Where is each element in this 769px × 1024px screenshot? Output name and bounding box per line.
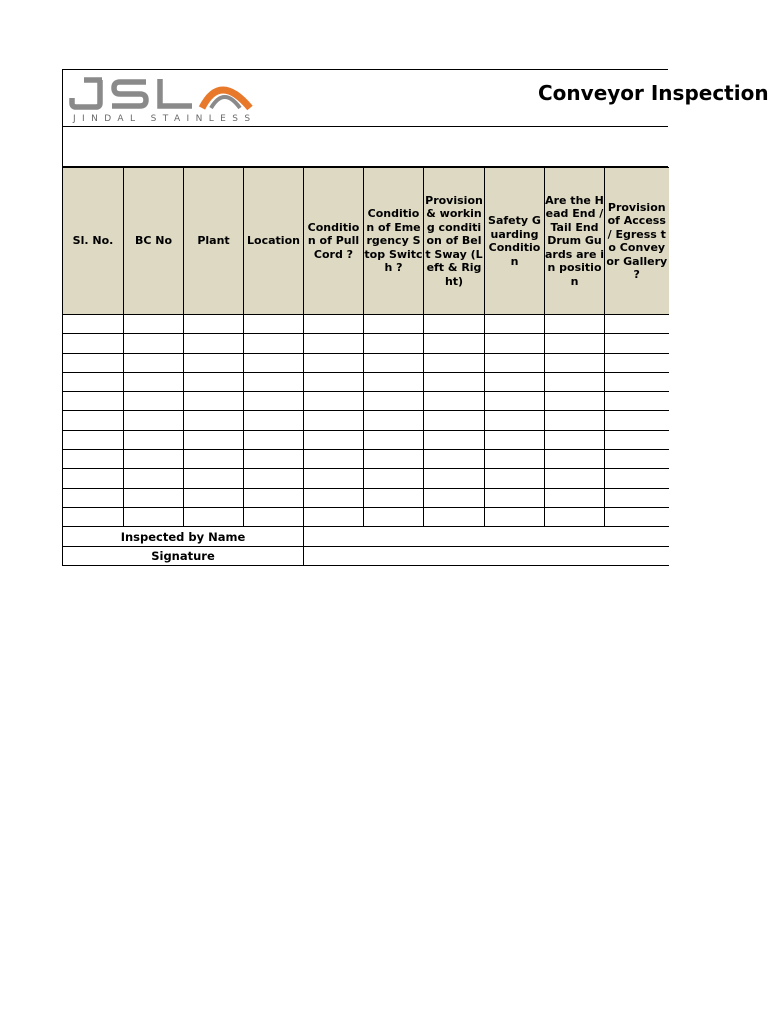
table-cell[interactable] — [485, 315, 545, 334]
table-cell[interactable] — [605, 507, 669, 526]
table-cell[interactable] — [605, 411, 669, 430]
table-cell[interactable] — [184, 488, 244, 507]
table-cell[interactable] — [184, 372, 244, 391]
table-cell[interactable] — [605, 488, 669, 507]
inspected-by-label: Inspected by Name — [63, 527, 304, 547]
table-cell[interactable] — [364, 507, 424, 526]
table-cell[interactable] — [545, 372, 605, 391]
table-cell[interactable] — [184, 411, 244, 430]
table-cell[interactable] — [244, 430, 304, 449]
table-row — [63, 430, 669, 449]
table-cell[interactable] — [364, 334, 424, 353]
table-cell[interactable] — [184, 315, 244, 334]
table-cell[interactable] — [63, 334, 124, 353]
table-cell[interactable] — [545, 392, 605, 411]
table-cell[interactable] — [63, 430, 124, 449]
table-cell[interactable] — [605, 353, 669, 372]
jsl-logo — [70, 76, 260, 126]
table-cell[interactable] — [545, 450, 605, 469]
table-cell[interactable] — [184, 392, 244, 411]
table-cell[interactable] — [184, 430, 244, 449]
table-cell[interactable] — [124, 392, 184, 411]
col-bc-no: BC No — [124, 168, 184, 315]
table-cell[interactable] — [485, 488, 545, 507]
table-cell[interactable] — [424, 507, 485, 526]
table-cell[interactable] — [605, 430, 669, 449]
table-row — [63, 469, 669, 488]
table-cell[interactable] — [545, 469, 605, 488]
table-row — [63, 488, 669, 507]
table-cell[interactable] — [485, 450, 545, 469]
col-belt-sway: Provision & working condition of Belt Sway (Left & Right) — [424, 168, 485, 315]
table-cell[interactable] — [304, 488, 364, 507]
table-cell[interactable] — [485, 507, 545, 526]
inspected-by-field[interactable] — [304, 527, 669, 547]
table-row — [63, 353, 669, 372]
table-cell[interactable] — [364, 469, 424, 488]
table-cell[interactable] — [63, 507, 124, 526]
table-cell[interactable] — [485, 430, 545, 449]
table-cell[interactable] — [424, 469, 485, 488]
table-cell[interactable] — [364, 488, 424, 507]
table-cell[interactable] — [364, 315, 424, 334]
table-cell[interactable] — [244, 353, 304, 372]
table-cell[interactable] — [485, 372, 545, 391]
table-cell[interactable] — [485, 411, 545, 430]
col-sl-no: Sl. No. — [63, 168, 124, 315]
inspection-table — [62, 167, 669, 566]
table-cell[interactable] — [244, 392, 304, 411]
table-cell[interactable] — [545, 411, 605, 430]
table-cell[interactable] — [244, 450, 304, 469]
table-cell[interactable] — [184, 507, 244, 526]
table-row — [63, 411, 669, 430]
table-cell[interactable] — [244, 411, 304, 430]
table-cell[interactable] — [63, 372, 124, 391]
table-cell[interactable] — [545, 488, 605, 507]
table-cell[interactable] — [244, 488, 304, 507]
table-cell[interactable] — [364, 430, 424, 449]
table-cell[interactable] — [545, 507, 605, 526]
table-cell[interactable] — [244, 334, 304, 353]
table-cell[interactable] — [124, 469, 184, 488]
table-cell[interactable] — [424, 372, 485, 391]
table-cell[interactable] — [605, 372, 669, 391]
col-emergency-stop: Condition of Emergency Stop Switch ? — [364, 168, 424, 315]
table-cell[interactable] — [605, 315, 669, 334]
inspection-sheet — [62, 69, 769, 566]
table-cell[interactable] — [304, 353, 364, 372]
table-cell[interactable] — [124, 315, 184, 334]
table-cell[interactable] — [304, 372, 364, 391]
table-cell[interactable] — [244, 507, 304, 526]
table-cell[interactable] — [485, 392, 545, 411]
col-plant: Plant — [184, 168, 244, 315]
table-row — [63, 450, 669, 469]
table-cell[interactable] — [304, 450, 364, 469]
table-row — [63, 372, 669, 391]
sheet-header — [62, 69, 769, 127]
table-cell[interactable] — [364, 392, 424, 411]
table-cell[interactable] — [124, 450, 184, 469]
title-clip — [538, 79, 769, 107]
table-row — [63, 334, 669, 353]
table-cell[interactable] — [424, 488, 485, 507]
table-cell[interactable] — [424, 430, 485, 449]
table-cell[interactable] — [304, 392, 364, 411]
table-cell[interactable] — [124, 507, 184, 526]
table-cell[interactable] — [304, 411, 364, 430]
table-cell[interactable] — [304, 315, 364, 334]
table-row — [63, 507, 669, 526]
table-cell[interactable] — [424, 411, 485, 430]
column-header-row — [63, 168, 669, 315]
table-cell[interactable] — [605, 334, 669, 353]
page-title: Conveyor Inspection — [538, 81, 769, 105]
table-cell[interactable] — [304, 507, 364, 526]
table-cell[interactable] — [244, 315, 304, 334]
table-cell[interactable] — [485, 334, 545, 353]
table-cell[interactable] — [304, 334, 364, 353]
table-cell[interactable] — [63, 469, 124, 488]
table-cell[interactable] — [184, 450, 244, 469]
table-row — [63, 392, 669, 411]
signature-label: Signature — [63, 546, 304, 566]
table-cell[interactable] — [424, 392, 485, 411]
table-cell[interactable] — [364, 372, 424, 391]
table-cell[interactable] — [304, 430, 364, 449]
col-pull-cord: Condition of Pull Cord ? — [304, 168, 364, 315]
logo-tagline: JINDAL STAINLESS — [73, 114, 257, 124]
signature-field[interactable] — [304, 546, 669, 566]
table-cell[interactable] — [424, 450, 485, 469]
table-cell[interactable] — [485, 469, 545, 488]
blank-header-row — [62, 127, 668, 167]
table-cell[interactable] — [485, 353, 545, 372]
inspected-by-row — [63, 527, 669, 547]
col-drum-guards: Are the Head End / Tail End Drum Guards are in position — [545, 168, 605, 315]
table-cell[interactable] — [424, 315, 485, 334]
table-cell[interactable] — [605, 450, 669, 469]
table-cell[interactable] — [63, 353, 124, 372]
table-cell[interactable] — [545, 334, 605, 353]
table-cell[interactable] — [424, 334, 485, 353]
table-cell[interactable] — [545, 315, 605, 334]
table-cell[interactable] — [124, 334, 184, 353]
table-cell[interactable] — [364, 450, 424, 469]
table-cell[interactable] — [605, 392, 669, 411]
table-cell[interactable] — [364, 353, 424, 372]
table-cell[interactable] — [244, 372, 304, 391]
jsl-logo-mark — [70, 76, 254, 110]
table-cell[interactable] — [63, 488, 124, 507]
table-cell[interactable] — [184, 334, 244, 353]
table-cell[interactable] — [364, 411, 424, 430]
table-cell[interactable] — [124, 430, 184, 449]
table-cell[interactable] — [63, 315, 124, 334]
table-cell[interactable] — [304, 469, 364, 488]
table-cell[interactable] — [124, 411, 184, 430]
table-cell[interactable] — [63, 450, 124, 469]
table-cell[interactable] — [545, 353, 605, 372]
signature-row — [63, 546, 669, 566]
table-cell[interactable] — [244, 469, 304, 488]
col-location: Location — [244, 168, 304, 315]
table-cell[interactable] — [545, 430, 605, 449]
table-body — [63, 315, 669, 527]
table-row — [63, 315, 669, 334]
table-cell[interactable] — [124, 372, 184, 391]
table-cell[interactable] — [63, 411, 124, 430]
table-cell[interactable] — [184, 469, 244, 488]
table-cell[interactable] — [63, 392, 124, 411]
table-cell[interactable] — [124, 353, 184, 372]
col-access-egress: Provision of Access / Egress to Conveyor Gallery ? — [605, 168, 669, 315]
table-cell[interactable] — [605, 469, 669, 488]
table-cell[interactable] — [424, 353, 485, 372]
col-safety-guarding: Safety Guarding Condition — [485, 168, 545, 315]
table-cell[interactable] — [184, 353, 244, 372]
table-cell[interactable] — [124, 488, 184, 507]
